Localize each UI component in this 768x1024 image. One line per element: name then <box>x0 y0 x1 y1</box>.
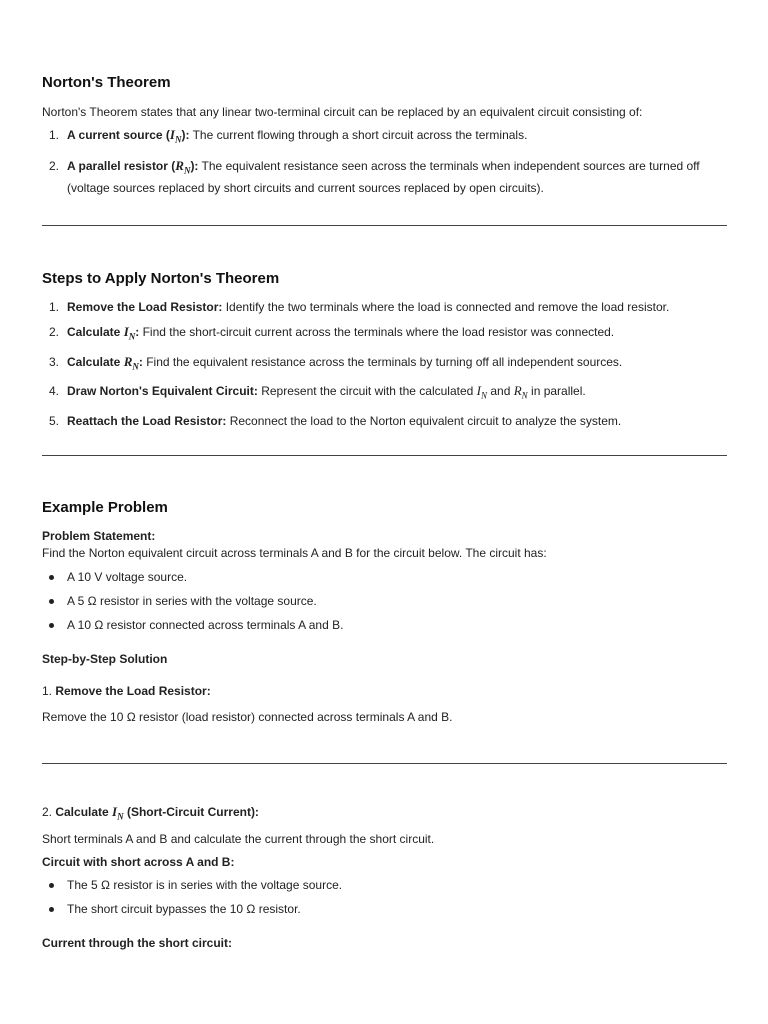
list-item: 5. Reattach the Load Resistor: Reconnect the load to the Norton equivalent circuit to analyze the system. <box>49 413 622 428</box>
section-title-steps: Steps to Apply Norton's Theorem <box>42 270 280 287</box>
solution-heading: Step-by-Step Solution <box>42 652 168 666</box>
step1-text: Remove the 10 Ω resistor (load resistor) connected across terminals A and B. <box>42 710 453 724</box>
list-item: The 5 Ω resistor is in series with the voltage source. <box>42 876 732 894</box>
list-item: 3. Calculate $R_N$: Find the equivalent resistance across the terminals by turning off all independent sources. <box>49 353 623 372</box>
list-item: The short circuit bypasses the 10 Ω resistor. <box>42 900 732 918</box>
intro-paragraph: Norton's Theorem states that any linear two-terminal circuit can be replaced by an equivalent circuit consisting of: <box>42 105 643 119</box>
current-through-short-label: Current through the short circuit: <box>42 936 232 950</box>
list-item: A 10 V voltage source. <box>42 568 732 586</box>
step1-heading: 1. Remove the Load Resistor: <box>42 684 211 698</box>
item-text: The equivalent resistance seen across the terminals when independent sources are turned off (voltage sources replaced by short circuits and current sources replaced by open circuits). <box>67 158 700 196</box>
bullet-dot <box>49 623 54 628</box>
list-item: A 5 Ω resistor in series with the voltage source. <box>42 592 732 610</box>
problem-statement-label: Problem Statement: <box>42 529 156 543</box>
item-label: A current source $(I_N)$: <box>67 127 190 145</box>
divider <box>42 763 727 764</box>
bullet-dot <box>49 907 54 912</box>
list-item: 1. Remove the Load Resistor: Identify the two terminals where the load is connected and remove the load resistor. <box>49 300 670 314</box>
list-item: A 10 Ω resistor connected across terminals A and B. <box>42 616 732 634</box>
steps-list <box>42 298 732 430</box>
short-circuit-bullets <box>42 876 732 918</box>
bullet-dot <box>49 575 54 580</box>
item-text: The current flowing through a short circuit across the terminals. <box>189 128 528 142</box>
bullet-dot <box>49 599 54 604</box>
list-item: 4. Draw Norton's Equivalent Circuit: Represent the circuit with the calculated $I_N$ and $R_N$ in parallel. <box>49 383 586 401</box>
step2-text: Short terminals A and B and calculate the current through the short circuit. <box>42 832 435 846</box>
section-title-nortons-theorem: Norton's Theorem <box>42 74 171 91</box>
item-label: A parallel resistor $(R_N)$: <box>67 157 199 176</box>
problem-statement-text: Find the Norton equivalent circuit across terminals A and B for the circuit below. The circuit has: <box>42 546 547 560</box>
bullet-dot <box>49 883 54 888</box>
list-item: 2. Calculate $I_N$: Find the short-circuit current across the terminals where the load resistor was connected. <box>49 324 615 342</box>
list-item: 1. A current source $(I_N)$: The current flowing through a short circuit across the terminals. <box>49 127 528 145</box>
step2-heading: 2. Calculate $I_N$ (Short-Circuit Current): <box>42 804 259 822</box>
list-item: 2. A parallel resistor $(R_N)$: The equivalent resistance seen across the terminals when independent sources are turned off (voltage sources replaced by short circuits and current sources replaced by open circuits). <box>49 157 700 196</box>
circuit-short-label: Circuit with short across A and B: <box>42 855 235 869</box>
divider <box>42 225 727 226</box>
circuit-bullets <box>42 568 732 634</box>
norton-components-list <box>42 126 732 197</box>
divider <box>42 455 727 456</box>
section-title-example-problem: Example Problem <box>42 499 168 516</box>
